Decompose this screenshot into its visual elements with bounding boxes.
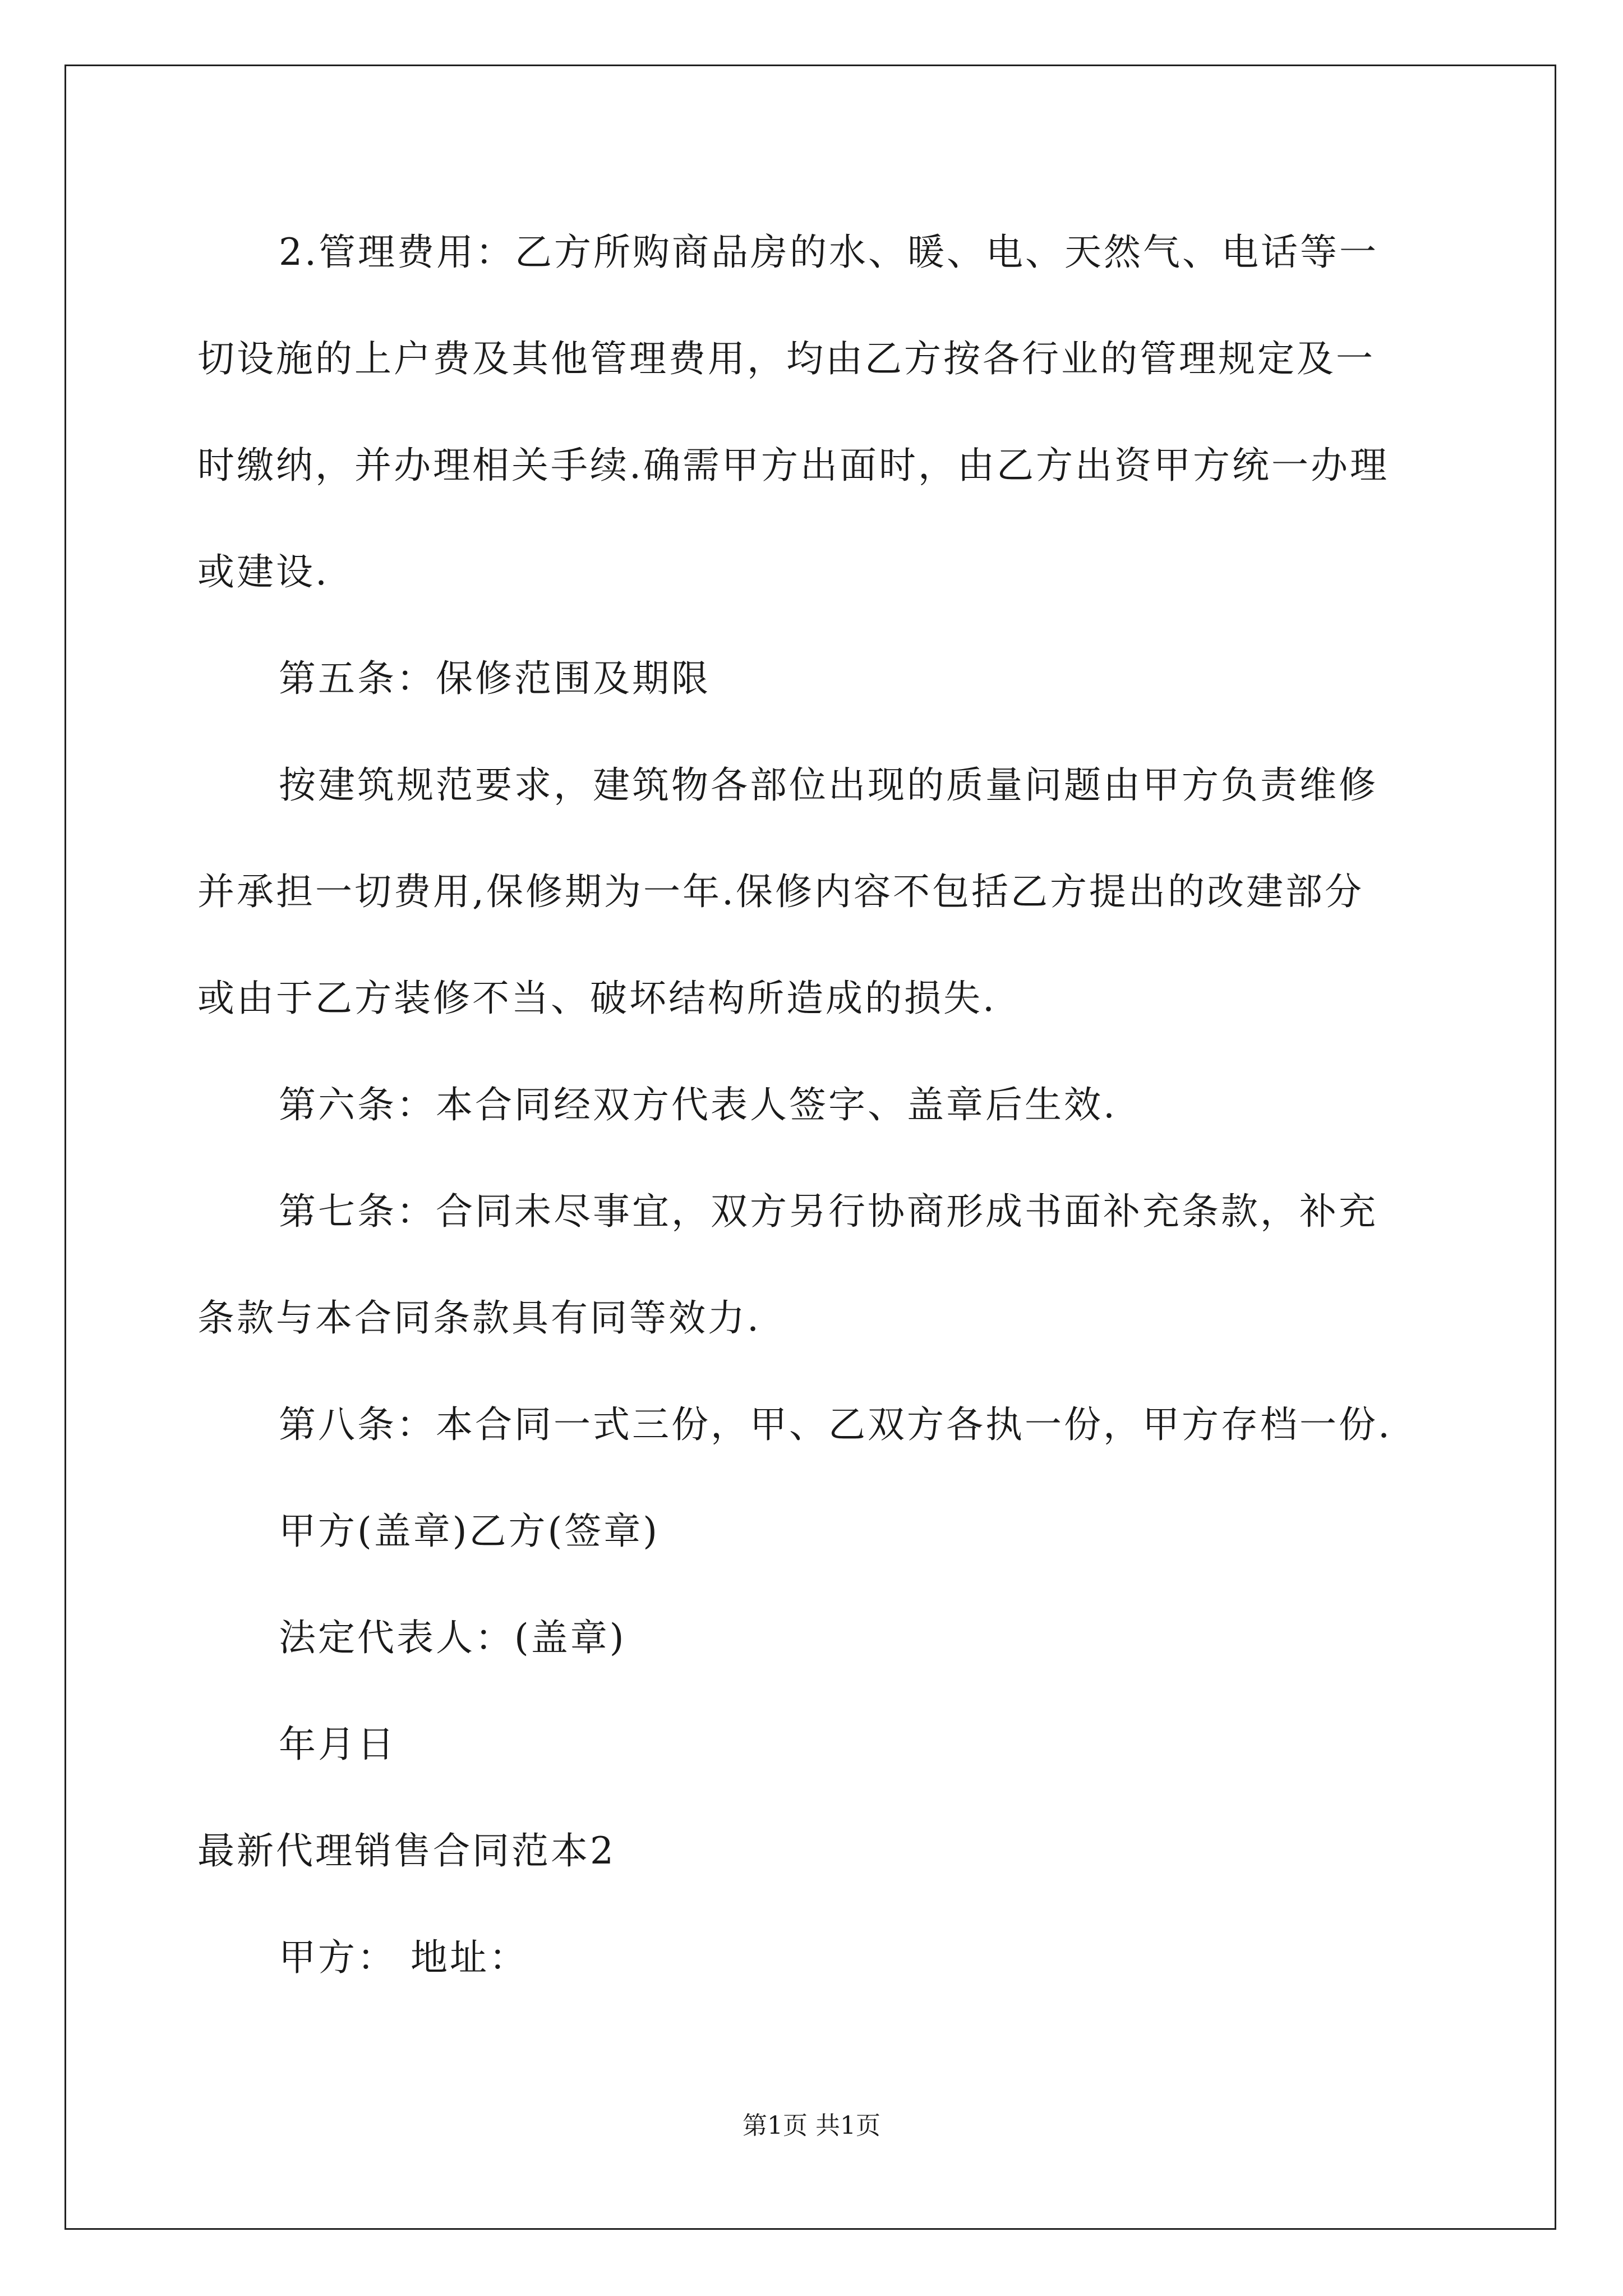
paragraph-line: 或建设. (197, 550, 329, 593)
page-number-footer: 第1页 共1页 (743, 2111, 880, 2140)
paragraph-line: 并承担一切费用,保修期为一年.保修内容不包括乙方提出的改建部分 (197, 870, 1364, 913)
page-border (64, 65, 1556, 2230)
paragraph-line: 第七条：合同未尽事宜，双方另行协商形成书面补充条款，补充 (279, 1190, 1378, 1233)
paragraph-line: 条款与本合同条款具有同等效力. (197, 1296, 761, 1340)
paragraph-line: 切设施的上户费及其他管理费用，均由乙方按各行业的管理规定及一 (197, 337, 1375, 380)
paragraph-line: 第八条：本合同一式三份，甲、乙双方各执一份，甲方存档一份. (279, 1403, 1392, 1446)
date-line: 年月日 (279, 1723, 396, 1766)
paragraph-line: 时缴纳，并办理相关手续.确需甲方出面时，由乙方出资甲方统一办理 (197, 444, 1389, 487)
paragraph-line: 按建筑规范要求，建筑物各部位出现的质量问题由甲方负责维修 (279, 763, 1378, 807)
section-heading: 第五条：保修范围及期限 (279, 657, 711, 700)
paragraph-line: 或由于乙方装修不当、破坏结构所造成的损失. (197, 977, 997, 1020)
paragraph-line: 第六条：本合同经双方代表人签字、盖章后生效. (279, 1083, 1117, 1126)
paragraph-line: 2.管理费用：乙方所购商品房的水、暖、电、天然气、电话等一 (279, 231, 1378, 274)
signature-line: 法定代表人：(盖章) (279, 1616, 626, 1659)
signature-line: 甲方(盖章)乙方(签章) (279, 1510, 660, 1553)
document-title: 最新代理销售合同范本2 (197, 1829, 616, 1872)
party-line: 甲方： 地址： (279, 1936, 528, 1979)
